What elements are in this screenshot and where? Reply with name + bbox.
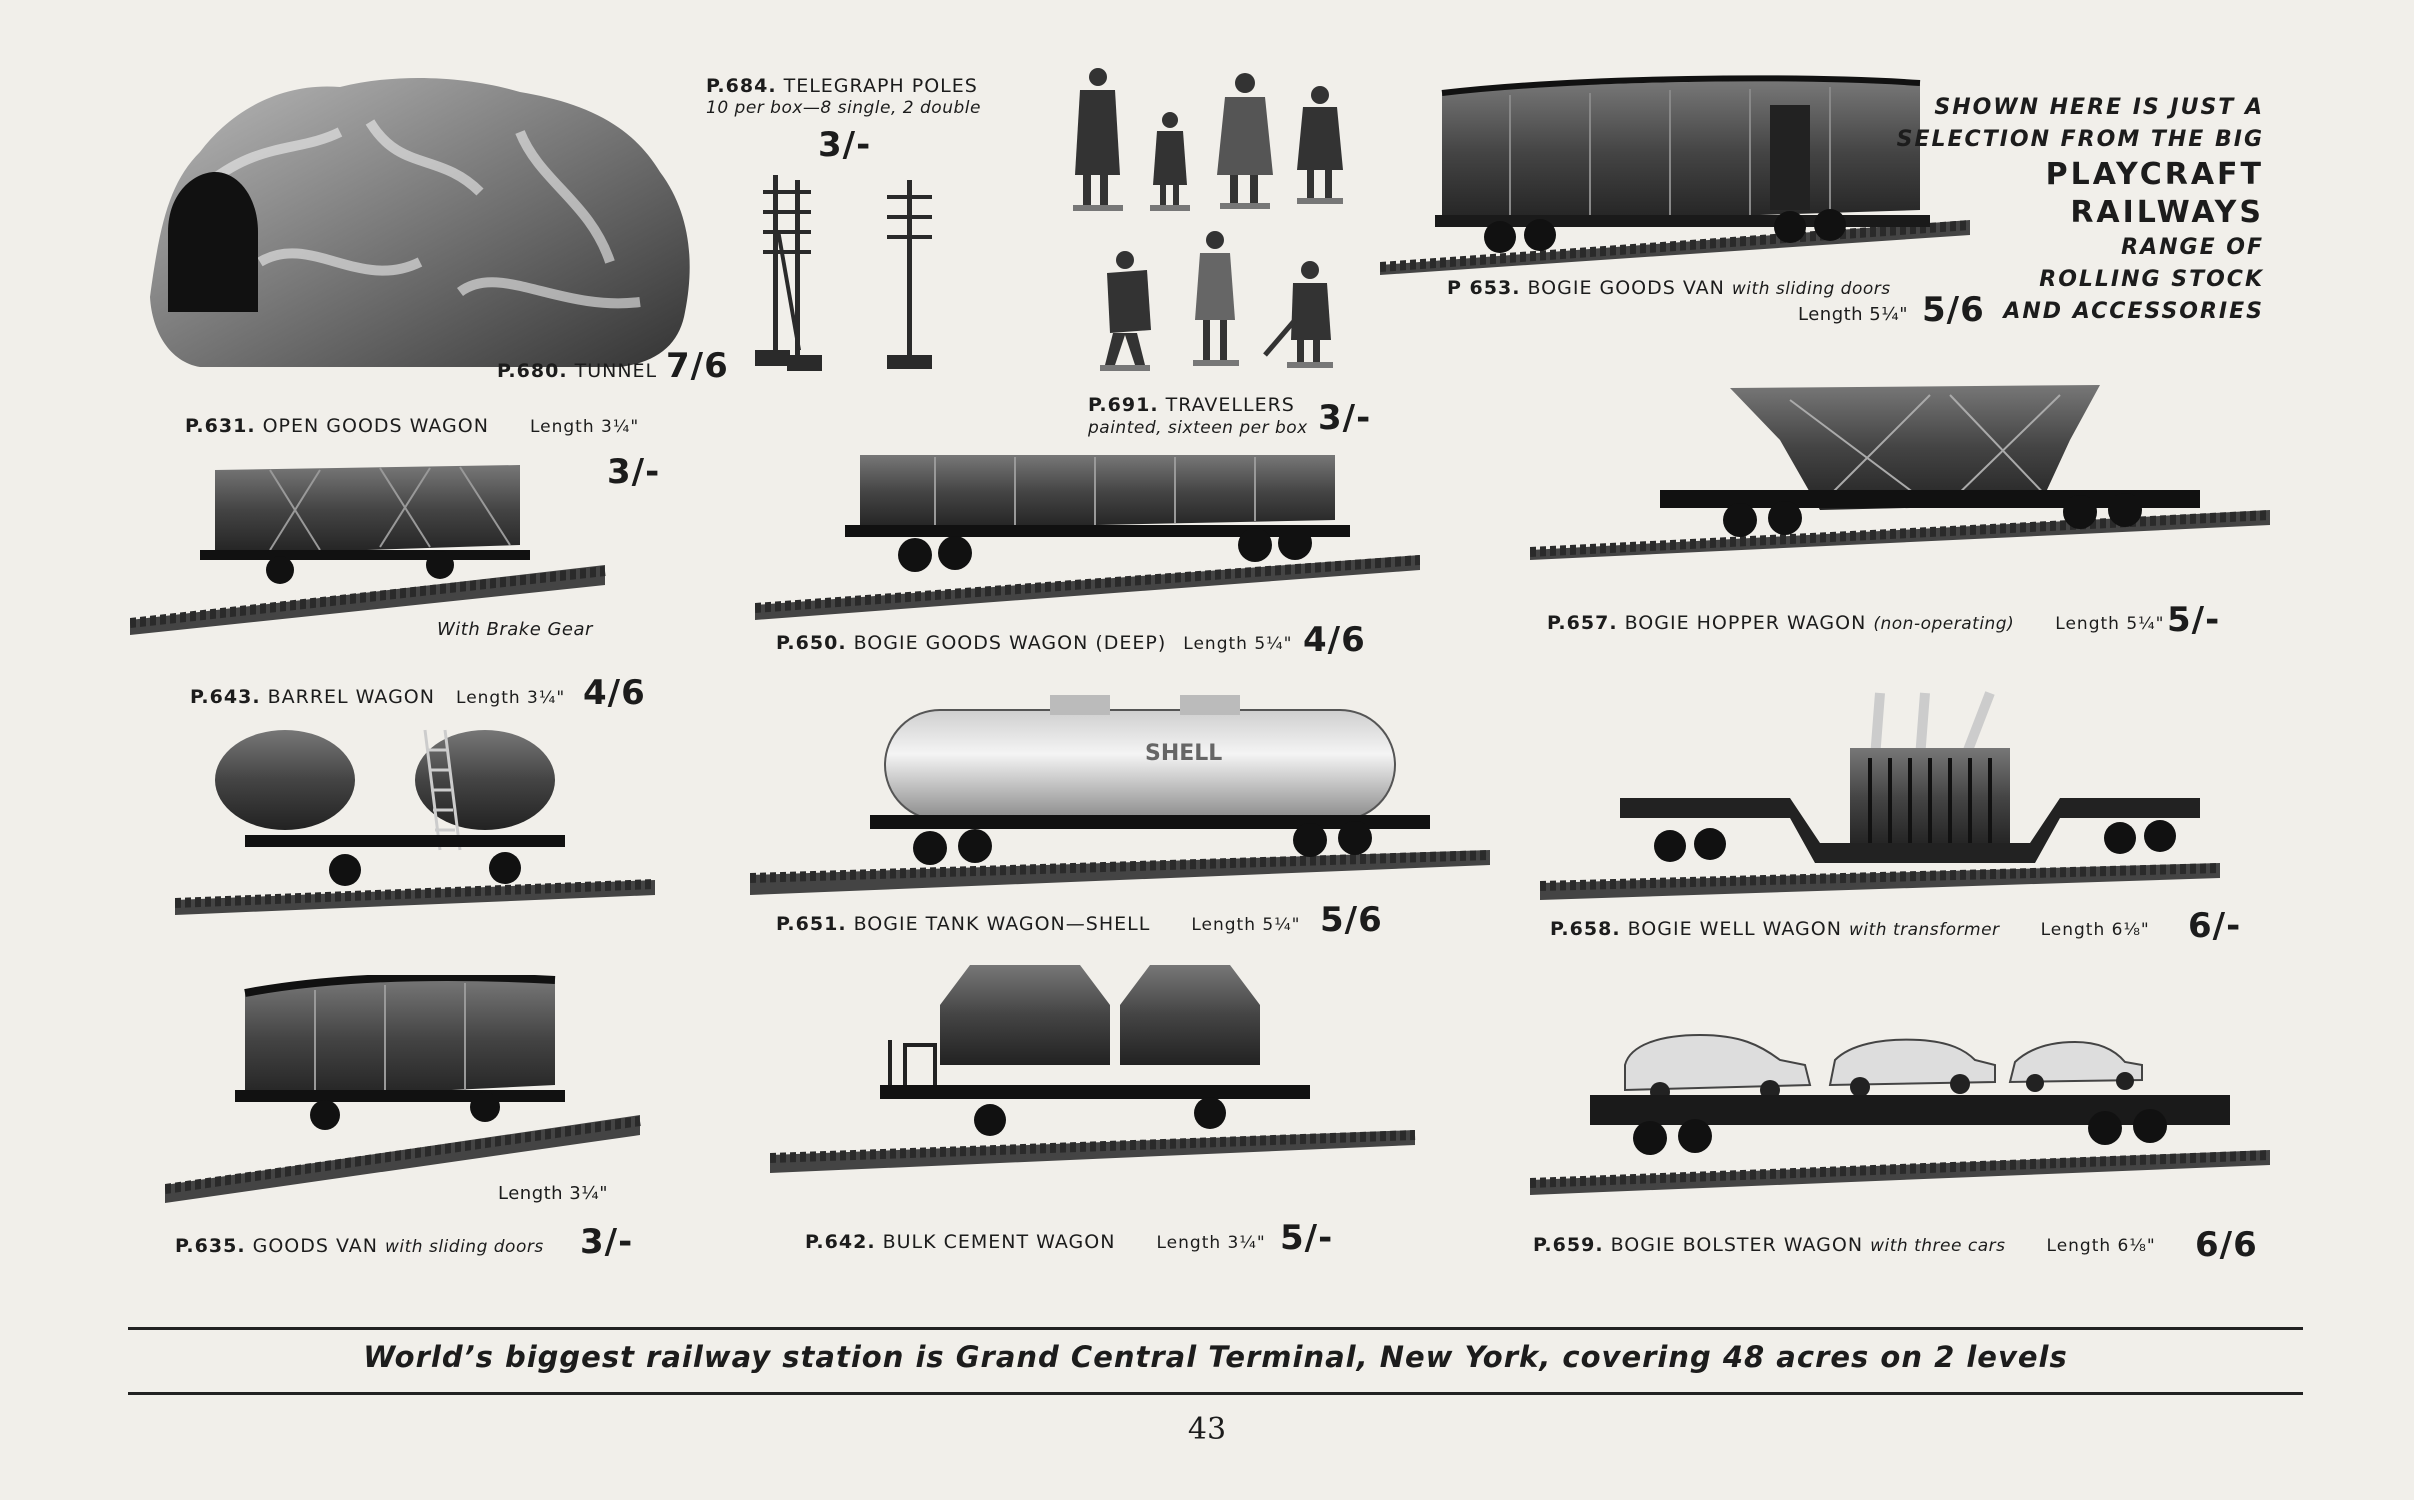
p650-price: 4/6 [1303,620,1366,660]
bogie-goods-van-image [1380,75,1970,275]
goods-van-image [165,975,645,1205]
item-length: Length 5¼" [2055,614,2165,634]
p658-price: 6/- [2188,906,2242,946]
p643-price: 4/6 [583,673,646,713]
item-length: Length 6⅛" [2046,1236,2156,1256]
item-code: P.650. [776,632,847,654]
item-note: (non-operating) [1873,614,2015,634]
item-name: TUNNEL [574,360,658,382]
p651-price: 5/6 [1320,900,1383,940]
barrel-wagon-image [175,720,655,920]
p657-caption [1547,612,2164,634]
item-code: P.642. [805,1231,876,1253]
p642-caption [805,1231,1266,1253]
travellers-price: 3/- [1318,398,1372,438]
poles-note: 10 per box—8 single, 2 double [706,98,981,118]
travellers-note: painted, sixteen per box [1088,418,1308,438]
item-name: BOGIE BOLSTER WAGON [1610,1234,1864,1256]
p635-caption [175,1235,544,1257]
footer-rule-top [128,1327,2303,1330]
promo-line: RANGE OF [2121,235,2264,260]
p653-caption [1447,277,1891,299]
bogie-hopper-wagon-image [1530,380,2270,560]
item-note: with three cars [1870,1236,2006,1256]
p653-price: 5/6 [1922,290,1985,330]
open-goods-wagon-image [130,455,610,635]
item-note: with sliding doors [1731,279,1891,299]
promo-line: AND ACCESSORIES [2003,299,2264,324]
p631-note: With Brake Gear [437,619,593,640]
promo-line: SELECTION FROM THE BIG [1896,127,2264,152]
tunnel-caption [497,360,657,382]
item-name: BULK CEMENT WAGON [882,1231,1116,1253]
item-name: BOGIE TANK WAGON—SHELL [853,913,1151,935]
item-length: Length 3¼" [1156,1233,1266,1253]
item-name: GOODS VAN [252,1235,378,1257]
item-name: BARREL WAGON [267,686,435,708]
item-length: Length 6⅛" [2040,920,2150,940]
item-code: P.684. [706,75,777,97]
p635-length: Length 3¼" [498,1183,608,1204]
shell-tank-label: SHELL [1145,741,1223,766]
item-name: BOGIE GOODS VAN [1527,277,1725,299]
item-name: BOGIE GOODS WAGON (DEEP) [853,632,1167,654]
promo-brand: PLAYCRAFT [2045,157,2264,192]
footer-fact: World’s biggest railway station is Grand Central Terminal, New York, covering 48 acres on 2 levels [363,1340,2068,1374]
p659-caption [1533,1234,2156,1256]
item-code: P 653. [1447,277,1521,299]
promo-brand: RAILWAYS [2070,195,2264,230]
item-name: BOGIE WELL WAGON [1627,918,1842,940]
p657-price: 5/- [2167,600,2221,640]
item-length: Length 5¼" [1183,634,1293,654]
item-code: P.680. [497,360,568,382]
p642-price: 5/- [1280,1218,1334,1258]
footer-rule-bottom [128,1392,2303,1395]
item-code: P.658. [1550,918,1621,940]
tunnel-image [140,62,700,382]
tunnel-price: 7/6 [666,346,729,386]
item-code: P.659. [1533,1234,1604,1256]
bogie-goods-wagon-deep-image [755,445,1420,620]
p651-caption [776,913,1301,935]
item-note: with sliding doors [385,1237,544,1257]
p631-price: 3/- [607,452,661,492]
bogie-bolster-wagon-image [1530,1020,2270,1195]
bulk-cement-wagon-image [770,945,1420,1175]
promo-line: SHOWN HERE IS JUST A [1934,95,2264,120]
item-name: TRAVELLERS [1165,394,1295,416]
bogie-tank-wagon-image [750,690,1490,900]
item-code: P.635. [175,1235,246,1257]
item-length: Length 5¼" [1191,915,1301,935]
item-code: P.631. [185,415,256,437]
item-code: P.691. [1088,394,1159,416]
item-code: P.651. [776,913,847,935]
p653-length: Length 5¼" [1798,304,1908,325]
item-name: OPEN GOODS WAGON [262,415,489,437]
page-number: 43 [1187,1412,1227,1447]
p635-price: 3/- [580,1222,634,1262]
promo-text [1897,92,2264,328]
item-name: BOGIE HOPPER WAGON [1624,612,1867,634]
item-length: Length 3¼" [456,688,566,708]
item-code: P.643. [190,686,261,708]
telegraph-poles-image [755,170,955,380]
travellers-caption [1088,394,1295,416]
poles-price: 3/- [818,125,872,165]
p631-caption [185,415,639,437]
p643-caption [190,686,565,708]
p659-price: 6/6 [2195,1225,2258,1265]
p650-caption [776,632,1292,654]
item-code: P.657. [1547,612,1618,634]
p658-caption [1550,918,2150,940]
promo-line: ROLLING STOCK [2039,267,2264,292]
travellers-figures-image [1065,65,1355,385]
bogie-well-wagon-image [1540,688,2220,903]
poles-caption [706,75,978,97]
item-name: TELEGRAPH POLES [783,75,978,97]
item-note: with transformer [1848,920,2000,940]
item-length: Length 3¼" [529,417,640,437]
